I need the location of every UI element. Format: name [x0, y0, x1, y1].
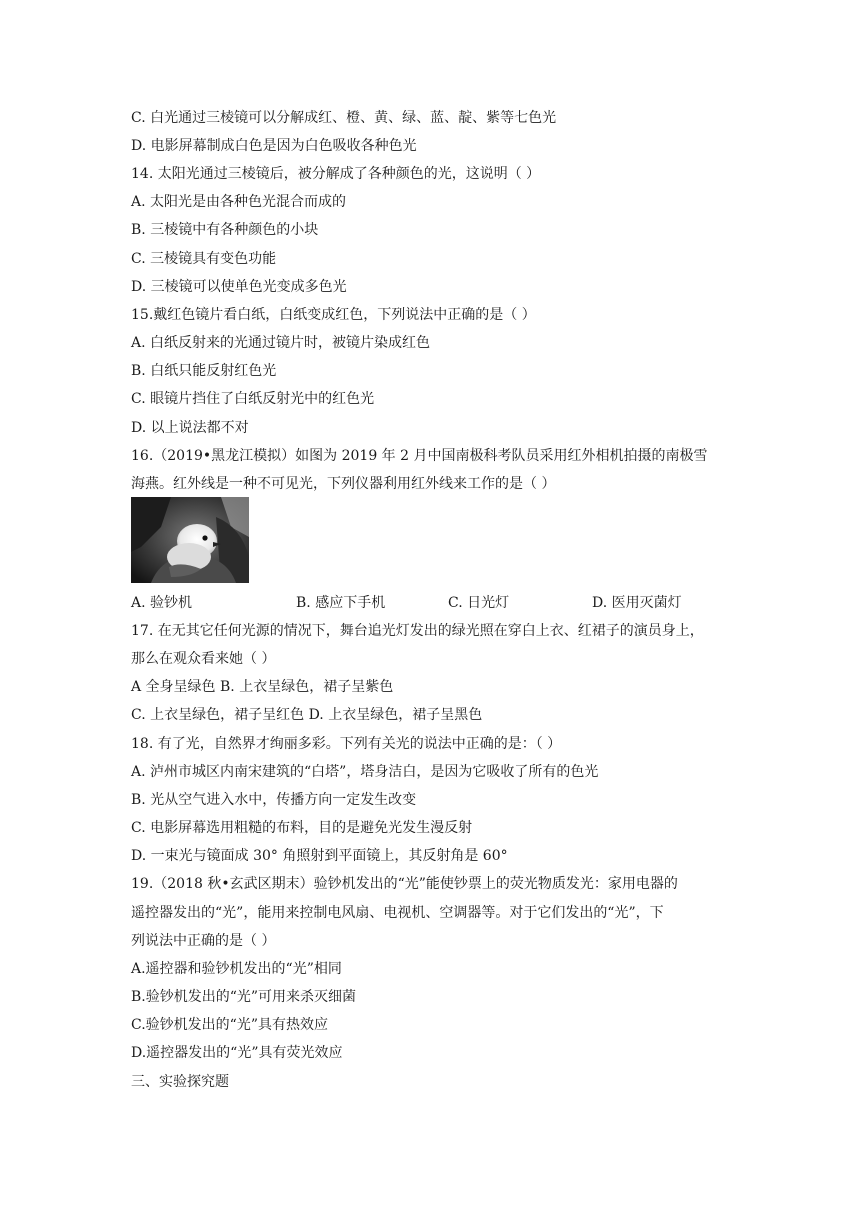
q14-option-c: C. 三棱镜具有变色功能: [131, 251, 277, 267]
q19-stem-line3: 列说法中正确的是（ ）: [131, 933, 276, 949]
q15-option-c: C. 眼镜片挡住了白纸反射光中的红色光: [131, 391, 375, 407]
q19-option-a: A.遥控器和验钞机发出的“光”相同: [131, 961, 342, 977]
q18-option-b: B. 光从空气进入水中，传播方向一定发生改变: [131, 792, 417, 808]
q16-stem-line2: 海燕。红外线是一种不可见光，下列仪器利用红外线来工作的是（ ）: [131, 476, 556, 492]
q14-stem: 14. 太阳光通过三棱镜后，被分解成了各种颜色的光，这说明（ ）: [131, 166, 541, 182]
q15-option-a: A. 白纸反射来的光通过镜片时，被镜片染成红色: [131, 335, 431, 351]
q14-option-b: B. 三棱镜中有各种颜色的小块: [131, 222, 319, 238]
q17-stem-line2: 那么在观众看来她（ ）: [131, 651, 276, 667]
q19-option-c: C.验钞机发出的“光”具有热效应: [131, 1017, 328, 1033]
q16-option-d: D. 医用灭菌灯: [592, 595, 682, 611]
section-heading-experiment: 三、实验探究题: [131, 1074, 229, 1090]
q17-stem-line1: 17. 在无其它任何光源的情况下，舞台追光灯发出的绿光照在穿白上衣、红裙子的演员身上，: [131, 623, 704, 639]
q16-option-a: A. 验钞机: [131, 595, 193, 611]
q18-option-a: A. 泸州市城区内南宋建筑的“白塔”，塔身洁白，是因为它吸收了所有的色光: [131, 764, 599, 780]
bird-photo-icon: [131, 497, 249, 583]
q14-option-d: D. 三棱镜可以使单色光变成多色光: [131, 279, 347, 295]
q15-option-b: B. 白纸只能反射红色光: [131, 363, 277, 379]
q16-option-c: C. 日光灯: [448, 595, 510, 611]
q15-stem: 15.戴红色镜片看白纸，白纸变成红色，下列说法中正确的是（ ）: [131, 307, 536, 323]
q13-option-c: C. 白光通过三棱镜可以分解成红、橙、黄、绿、蓝、靛、紫等七色光: [131, 110, 557, 126]
q17-options-cd: C. 上衣呈绿色，裙子呈红色 D. 上衣呈绿色，裙子呈黑色: [131, 707, 483, 723]
q16-option-b: B. 感应下手机: [296, 595, 386, 611]
q18-stem: 18. 有了光，自然界才绚丽多彩。下列有关光的说法中正确的是：（ ）: [131, 736, 562, 752]
q14-option-a: A. 太阳光是由各种色光混合而成的: [131, 194, 347, 210]
q17-options-ab: A 全身呈绿色 B. 上衣呈绿色，裙子呈紫色: [131, 679, 394, 695]
q19-option-b: B.验钞机发出的“光”可用来杀灭细菌: [131, 989, 357, 1005]
q15-option-d: D. 以上说法都不对: [131, 420, 249, 436]
q16-stem-line1: 16.（2019•黑龙江模拟）如图为 2019 年 2 月中国南极科考队员采用红外相机拍摄的南极雪: [131, 448, 708, 464]
q18-option-c: C. 电影屏幕选用粗糙的布料，目的是避免光发生漫反射: [131, 820, 473, 836]
q19-option-d: D.遥控器发出的“光”具有荧光效应: [131, 1045, 343, 1061]
q13-option-d: D. 电影屏幕制成白色是因为白色吸收各种色光: [131, 138, 417, 154]
q19-stem-line2: 遥控器发出的“光”，能用来控制电风扇、电视机、空调器等。对于它们发出的“光”，下: [131, 905, 664, 921]
q18-option-d: D. 一束光与镜面成 30° 角照射到平面镜上，其反射角是 60°: [131, 848, 508, 864]
q19-stem-line1: 19.（2018 秋•玄武区期末）验钞机发出的“光”能使钞票上的荧光物质发光：家用电器的: [131, 876, 678, 892]
